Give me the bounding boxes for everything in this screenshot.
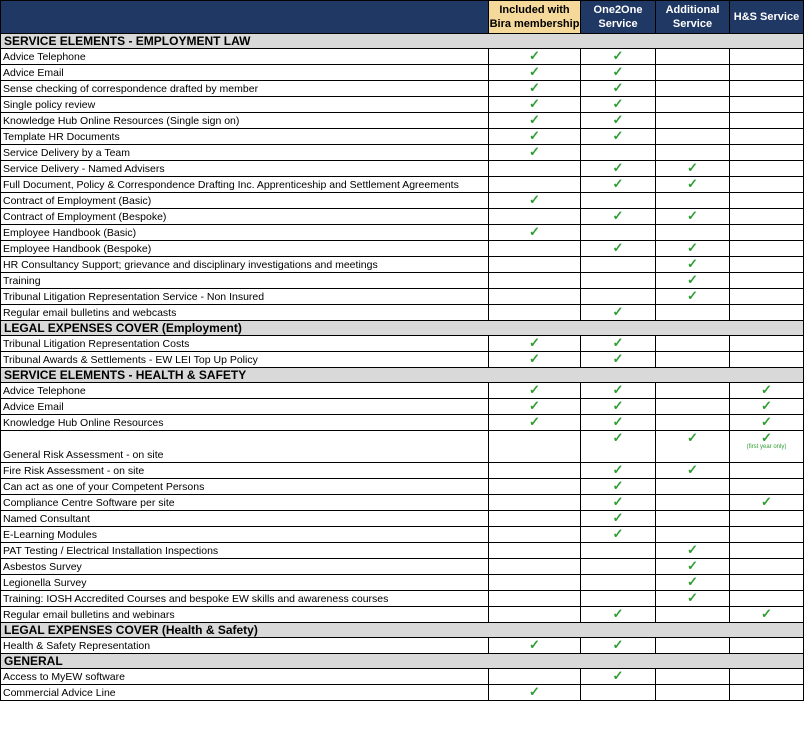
tick-cell bbox=[581, 383, 656, 399]
tick-cell bbox=[489, 463, 581, 479]
tick-cell bbox=[581, 479, 656, 495]
section-title: SERVICE ELEMENTS - HEALTH & SAFETY bbox=[1, 368, 804, 383]
row-label: Advice Email bbox=[1, 65, 489, 81]
section-title: GENERAL bbox=[1, 654, 804, 669]
tick-cell bbox=[656, 97, 730, 113]
tick-cell bbox=[489, 685, 581, 701]
check-icon: ✓ bbox=[529, 144, 540, 159]
row-label: Advice Telephone bbox=[1, 49, 489, 65]
tick-cell bbox=[489, 559, 581, 575]
table-row bbox=[1, 352, 804, 368]
check-icon: ✓ bbox=[761, 382, 772, 397]
tick-cell bbox=[730, 225, 804, 241]
check-icon: ✓ bbox=[612, 48, 624, 63]
tick-cell bbox=[581, 225, 656, 241]
tick-cell bbox=[489, 543, 581, 559]
tick-cell bbox=[730, 559, 804, 575]
tick-cell bbox=[656, 669, 730, 685]
row-label: Regular email bulletins and webcasts bbox=[1, 305, 489, 321]
row-label: Full Document, Policy & Correspondence Drafting Inc. Apprenticeship and Settlement Agreements bbox=[1, 177, 489, 193]
table-row bbox=[1, 527, 804, 543]
check-icon: ✓ bbox=[612, 80, 624, 95]
tick-cell bbox=[581, 193, 656, 209]
section-title: LEGAL EXPENSES COVER (Health & Safety) bbox=[1, 623, 804, 638]
table-row bbox=[1, 336, 804, 352]
check-icon: ✓ bbox=[687, 462, 698, 477]
tick-cell bbox=[581, 543, 656, 559]
tick-cell bbox=[656, 463, 730, 479]
row-label: Named Consultant bbox=[1, 511, 489, 527]
tick-cell bbox=[656, 177, 730, 193]
row-label: Knowledge Hub Online Resources (Single sign on) bbox=[1, 113, 489, 129]
tick-cell bbox=[489, 352, 581, 368]
tick-cell bbox=[730, 65, 804, 81]
tick-cell bbox=[730, 177, 804, 193]
tick-cell bbox=[581, 638, 656, 654]
check-icon: ✓ bbox=[687, 240, 698, 255]
row-label: Sense checking of correspondence drafted by member bbox=[1, 81, 489, 97]
check-icon: ✓ bbox=[529, 96, 540, 111]
table-row bbox=[1, 305, 804, 321]
table-row bbox=[1, 241, 804, 257]
check-icon: ✓ bbox=[612, 478, 624, 493]
section-header-row bbox=[1, 623, 804, 638]
tick-cell bbox=[489, 273, 581, 289]
tick-cell bbox=[730, 527, 804, 543]
tick-cell bbox=[489, 209, 581, 225]
row-label: Asbestos Survey bbox=[1, 559, 489, 575]
check-icon: ✓ bbox=[529, 414, 540, 429]
check-icon: ✓ bbox=[529, 128, 540, 143]
tick-cell bbox=[581, 399, 656, 415]
table-row bbox=[1, 97, 804, 113]
tick-cell bbox=[656, 257, 730, 273]
check-icon: ✓ bbox=[529, 382, 540, 397]
tick-cell bbox=[730, 241, 804, 257]
tick-cell bbox=[730, 81, 804, 97]
tick-cell bbox=[581, 273, 656, 289]
tick-cell bbox=[489, 479, 581, 495]
row-label: Health & Safety Representation bbox=[1, 638, 489, 654]
tick-cell bbox=[656, 479, 730, 495]
tick-cell bbox=[489, 669, 581, 685]
tick-cell bbox=[656, 575, 730, 591]
column-header-hs: H&S Service bbox=[730, 1, 804, 34]
tick-cell bbox=[489, 65, 581, 81]
tick-cell bbox=[730, 415, 804, 431]
tick-cell bbox=[581, 575, 656, 591]
tick-cell bbox=[656, 225, 730, 241]
row-label: Tribunal Awards & Settlements - EW LEI Top Up Policy bbox=[1, 352, 489, 368]
check-icon: ✓ bbox=[687, 574, 698, 589]
tick-cell bbox=[581, 113, 656, 129]
row-label: Compliance Centre Software per site bbox=[1, 495, 489, 511]
table-row bbox=[1, 511, 804, 527]
tick-cell bbox=[581, 685, 656, 701]
tick-cell bbox=[489, 257, 581, 273]
tick-cell bbox=[489, 97, 581, 113]
tick-cell bbox=[489, 225, 581, 241]
tick-cell bbox=[730, 161, 804, 177]
tick-cell bbox=[581, 352, 656, 368]
tick-cell bbox=[581, 495, 656, 511]
tick-cell bbox=[489, 241, 581, 257]
tick-cell bbox=[489, 49, 581, 65]
tick-cell bbox=[581, 49, 656, 65]
tick-cell bbox=[656, 415, 730, 431]
tick-cell bbox=[581, 97, 656, 113]
tick-cell bbox=[730, 129, 804, 145]
tick-cell bbox=[730, 193, 804, 209]
table-row bbox=[1, 479, 804, 495]
row-label: Employee Handbook (Bespoke) bbox=[1, 241, 489, 257]
check-icon: ✓ bbox=[687, 208, 698, 223]
check-icon: ✓ bbox=[612, 112, 624, 127]
tick-cell bbox=[581, 511, 656, 527]
row-label: Regular email bulletins and webinars bbox=[1, 607, 489, 623]
row-label: Advice Email bbox=[1, 399, 489, 415]
tick-cell bbox=[489, 575, 581, 591]
check-icon: ✓ bbox=[612, 668, 624, 683]
tick-cell bbox=[489, 145, 581, 161]
tick-cell bbox=[581, 145, 656, 161]
tick-cell bbox=[489, 305, 581, 321]
check-icon: ✓ bbox=[612, 208, 624, 223]
tick-cell bbox=[730, 638, 804, 654]
tick-cell bbox=[730, 352, 804, 368]
tick-cell bbox=[656, 113, 730, 129]
table-row bbox=[1, 161, 804, 177]
check-icon: ✓ bbox=[612, 335, 624, 350]
tick-cell bbox=[656, 65, 730, 81]
table-row bbox=[1, 209, 804, 225]
row-label: Contract of Employment (Bespoke) bbox=[1, 209, 489, 225]
check-icon: ✓ bbox=[761, 430, 772, 445]
row-label: Can act as one of your Competent Persons bbox=[1, 479, 489, 495]
check-icon: ✓ bbox=[687, 272, 698, 287]
check-icon: ✓ bbox=[529, 335, 540, 350]
tick-cell bbox=[656, 289, 730, 305]
check-icon: ✓ bbox=[529, 80, 540, 95]
tick-cell bbox=[656, 511, 730, 527]
tick-cell bbox=[489, 591, 581, 607]
tick-cell bbox=[656, 559, 730, 575]
tick-cell bbox=[489, 161, 581, 177]
tick-cell bbox=[581, 177, 656, 193]
row-label: Service Delivery - Named Advisers bbox=[1, 161, 489, 177]
check-icon: ✓ bbox=[612, 510, 624, 525]
check-icon: ✓ bbox=[529, 224, 540, 239]
check-icon: ✓ bbox=[687, 160, 698, 175]
tick-cell bbox=[656, 161, 730, 177]
check-icon: ✓ bbox=[612, 176, 624, 191]
tick-cell bbox=[581, 336, 656, 352]
check-icon: ✓ bbox=[687, 558, 698, 573]
row-label: Single policy review bbox=[1, 97, 489, 113]
tick-cell bbox=[730, 463, 804, 479]
section-header-row bbox=[1, 368, 804, 383]
check-icon: ✓ bbox=[612, 240, 624, 255]
table-row bbox=[1, 399, 804, 415]
tick-cell bbox=[656, 49, 730, 65]
tick-cell bbox=[656, 543, 730, 559]
table-row bbox=[1, 145, 804, 161]
section-header-row bbox=[1, 654, 804, 669]
tick-cell bbox=[656, 352, 730, 368]
tick-cell bbox=[656, 685, 730, 701]
tick-cell bbox=[656, 193, 730, 209]
check-icon: ✓ bbox=[687, 176, 698, 191]
check-icon: ✓ bbox=[687, 288, 698, 303]
tick-cell bbox=[489, 527, 581, 543]
tick-cell bbox=[656, 129, 730, 145]
tick-cell bbox=[489, 431, 581, 463]
table-row bbox=[1, 65, 804, 81]
tick-cell bbox=[489, 415, 581, 431]
tick-cell bbox=[656, 273, 730, 289]
row-label: Advice Telephone bbox=[1, 383, 489, 399]
check-icon: ✓ bbox=[529, 48, 540, 63]
table-row bbox=[1, 543, 804, 559]
check-icon: ✓ bbox=[761, 398, 772, 413]
tick-cell bbox=[730, 575, 804, 591]
tick-cell bbox=[581, 129, 656, 145]
tick-cell bbox=[656, 431, 730, 463]
row-label: Training: IOSH Accredited Courses and bespoke EW skills and awareness courses bbox=[1, 591, 489, 607]
check-icon: ✓ bbox=[529, 192, 540, 207]
tick-cell bbox=[581, 463, 656, 479]
row-label: Training bbox=[1, 273, 489, 289]
tick-cell bbox=[656, 81, 730, 97]
table-row bbox=[1, 273, 804, 289]
row-label: Access to MyEW software bbox=[1, 669, 489, 685]
tick-cell bbox=[489, 383, 581, 399]
table-row bbox=[1, 638, 804, 654]
tick-cell bbox=[730, 336, 804, 352]
table-row bbox=[1, 225, 804, 241]
table-row bbox=[1, 289, 804, 305]
tick-cell bbox=[581, 607, 656, 623]
row-label: Fire Risk Assessment - on site bbox=[1, 463, 489, 479]
tick-cell bbox=[730, 49, 804, 65]
check-icon: ✓ bbox=[612, 128, 624, 143]
tick-cell bbox=[730, 257, 804, 273]
tick-cell bbox=[489, 177, 581, 193]
check-icon: ✓ bbox=[612, 637, 624, 652]
row-label: Commercial Advice Line bbox=[1, 685, 489, 701]
tick-cell bbox=[581, 669, 656, 685]
tick-cell bbox=[656, 638, 730, 654]
row-label: Employee Handbook (Basic) bbox=[1, 225, 489, 241]
table-row bbox=[1, 257, 804, 273]
tick-cell bbox=[489, 638, 581, 654]
check-icon: ✓ bbox=[612, 462, 624, 477]
row-label: E-Learning Modules bbox=[1, 527, 489, 543]
check-icon: ✓ bbox=[529, 112, 540, 127]
tick-cell bbox=[581, 289, 656, 305]
tick-cell bbox=[489, 289, 581, 305]
table-row bbox=[1, 669, 804, 685]
first-year-note: (first year only) bbox=[746, 444, 787, 450]
tick-cell bbox=[656, 591, 730, 607]
tick-cell bbox=[730, 431, 804, 463]
tick-cell bbox=[489, 113, 581, 129]
tick-cell bbox=[656, 336, 730, 352]
tick-cell bbox=[730, 495, 804, 511]
row-label: Knowledge Hub Online Resources bbox=[1, 415, 489, 431]
tick-cell bbox=[489, 399, 581, 415]
section-title: LEGAL EXPENSES COVER (Employment) bbox=[1, 321, 804, 336]
tick-cell bbox=[581, 241, 656, 257]
tick-cell bbox=[730, 209, 804, 225]
table-row bbox=[1, 463, 804, 479]
row-label: Tribunal Litigation Representation Costs bbox=[1, 336, 489, 352]
check-icon: ✓ bbox=[612, 430, 624, 445]
check-icon: ✓ bbox=[529, 684, 540, 699]
check-icon: ✓ bbox=[761, 606, 772, 621]
tick-cell bbox=[489, 193, 581, 209]
tick-cell bbox=[489, 511, 581, 527]
check-icon: ✓ bbox=[612, 96, 624, 111]
tick-cell bbox=[730, 591, 804, 607]
tick-cell bbox=[730, 685, 804, 701]
tick-cell bbox=[581, 431, 656, 463]
tick-cell bbox=[581, 209, 656, 225]
tick-cell bbox=[730, 399, 804, 415]
table-row bbox=[1, 415, 804, 431]
table-row bbox=[1, 685, 804, 701]
check-icon: ✓ bbox=[612, 382, 624, 397]
check-icon: ✓ bbox=[612, 64, 624, 79]
tick-cell bbox=[581, 161, 656, 177]
tick-cell bbox=[656, 495, 730, 511]
tick-cell bbox=[730, 145, 804, 161]
check-icon: ✓ bbox=[612, 414, 624, 429]
tick-cell bbox=[730, 305, 804, 321]
tick-cell bbox=[656, 241, 730, 257]
check-icon: ✓ bbox=[761, 414, 772, 429]
header-blank-cell bbox=[1, 1, 489, 34]
section-header-row bbox=[1, 34, 804, 49]
check-icon: ✓ bbox=[612, 494, 624, 509]
row-label: Legionella Survey bbox=[1, 575, 489, 591]
table-row bbox=[1, 113, 804, 129]
row-label: Service Delivery by a Team bbox=[1, 145, 489, 161]
table-row bbox=[1, 49, 804, 65]
check-icon: ✓ bbox=[612, 398, 624, 413]
row-label: Template HR Documents bbox=[1, 129, 489, 145]
tick-cell bbox=[489, 81, 581, 97]
check-icon: ✓ bbox=[612, 160, 624, 175]
tick-cell bbox=[489, 607, 581, 623]
table-row bbox=[1, 495, 804, 511]
tick-cell bbox=[581, 65, 656, 81]
check-icon: ✓ bbox=[529, 637, 540, 652]
tick-cell bbox=[489, 129, 581, 145]
check-icon: ✓ bbox=[612, 304, 624, 319]
section-title: SERVICE ELEMENTS - EMPLOYMENT LAW bbox=[1, 34, 804, 49]
check-icon: ✓ bbox=[761, 494, 772, 509]
tick-cell bbox=[656, 399, 730, 415]
tick-cell bbox=[730, 543, 804, 559]
table-row bbox=[1, 129, 804, 145]
check-icon: ✓ bbox=[612, 351, 624, 366]
check-icon: ✓ bbox=[687, 590, 698, 605]
tick-cell bbox=[730, 479, 804, 495]
row-label: General Risk Assessment - on site bbox=[1, 431, 489, 463]
tick-cell bbox=[730, 273, 804, 289]
tick-cell bbox=[656, 383, 730, 399]
table-row bbox=[1, 591, 804, 607]
check-icon: ✓ bbox=[529, 398, 540, 413]
tick-cell bbox=[730, 511, 804, 527]
tick-cell bbox=[581, 81, 656, 97]
table-row bbox=[1, 383, 804, 399]
check-icon: ✓ bbox=[612, 526, 624, 541]
tick-cell bbox=[730, 669, 804, 685]
check-icon: ✓ bbox=[687, 542, 698, 557]
check-icon: ✓ bbox=[687, 256, 698, 271]
check-icon: ✓ bbox=[612, 606, 624, 621]
section-header-row bbox=[1, 321, 804, 336]
table-row bbox=[1, 81, 804, 97]
table-row bbox=[1, 431, 804, 463]
tick-cell bbox=[581, 527, 656, 543]
table-body bbox=[1, 34, 804, 701]
tick-cell bbox=[581, 559, 656, 575]
row-label: HR Consultancy Support; grievance and disciplinary investigations and meetings bbox=[1, 257, 489, 273]
column-header-additional: Additional Service bbox=[656, 1, 730, 34]
tick-cell bbox=[730, 607, 804, 623]
tick-cell bbox=[581, 257, 656, 273]
tick-cell bbox=[730, 97, 804, 113]
table-row bbox=[1, 177, 804, 193]
tick-cell bbox=[489, 336, 581, 352]
tick-cell bbox=[730, 113, 804, 129]
column-header-included: Included with Bira membership bbox=[489, 1, 581, 34]
tick-cell bbox=[581, 591, 656, 607]
row-label: Contract of Employment (Basic) bbox=[1, 193, 489, 209]
header-row bbox=[1, 1, 804, 34]
tick-cell bbox=[581, 305, 656, 321]
row-label: Tribunal Litigation Representation Service - Non Insured bbox=[1, 289, 489, 305]
tick-cell bbox=[489, 495, 581, 511]
tick-cell bbox=[656, 527, 730, 543]
tick-cell bbox=[581, 415, 656, 431]
check-icon: ✓ bbox=[529, 64, 540, 79]
tick-cell bbox=[730, 383, 804, 399]
tick-cell bbox=[656, 209, 730, 225]
table-row bbox=[1, 193, 804, 209]
column-header-one2one: One2One Service bbox=[581, 1, 656, 34]
check-icon: ✓ bbox=[687, 430, 698, 445]
tick-cell bbox=[656, 305, 730, 321]
table-row bbox=[1, 607, 804, 623]
check-icon: ✓ bbox=[529, 351, 540, 366]
tick-cell bbox=[656, 607, 730, 623]
tick-cell bbox=[730, 289, 804, 305]
tick-cell bbox=[656, 145, 730, 161]
table-row bbox=[1, 559, 804, 575]
table-row bbox=[1, 575, 804, 591]
row-label: PAT Testing / Electrical Installation Inspections bbox=[1, 543, 489, 559]
